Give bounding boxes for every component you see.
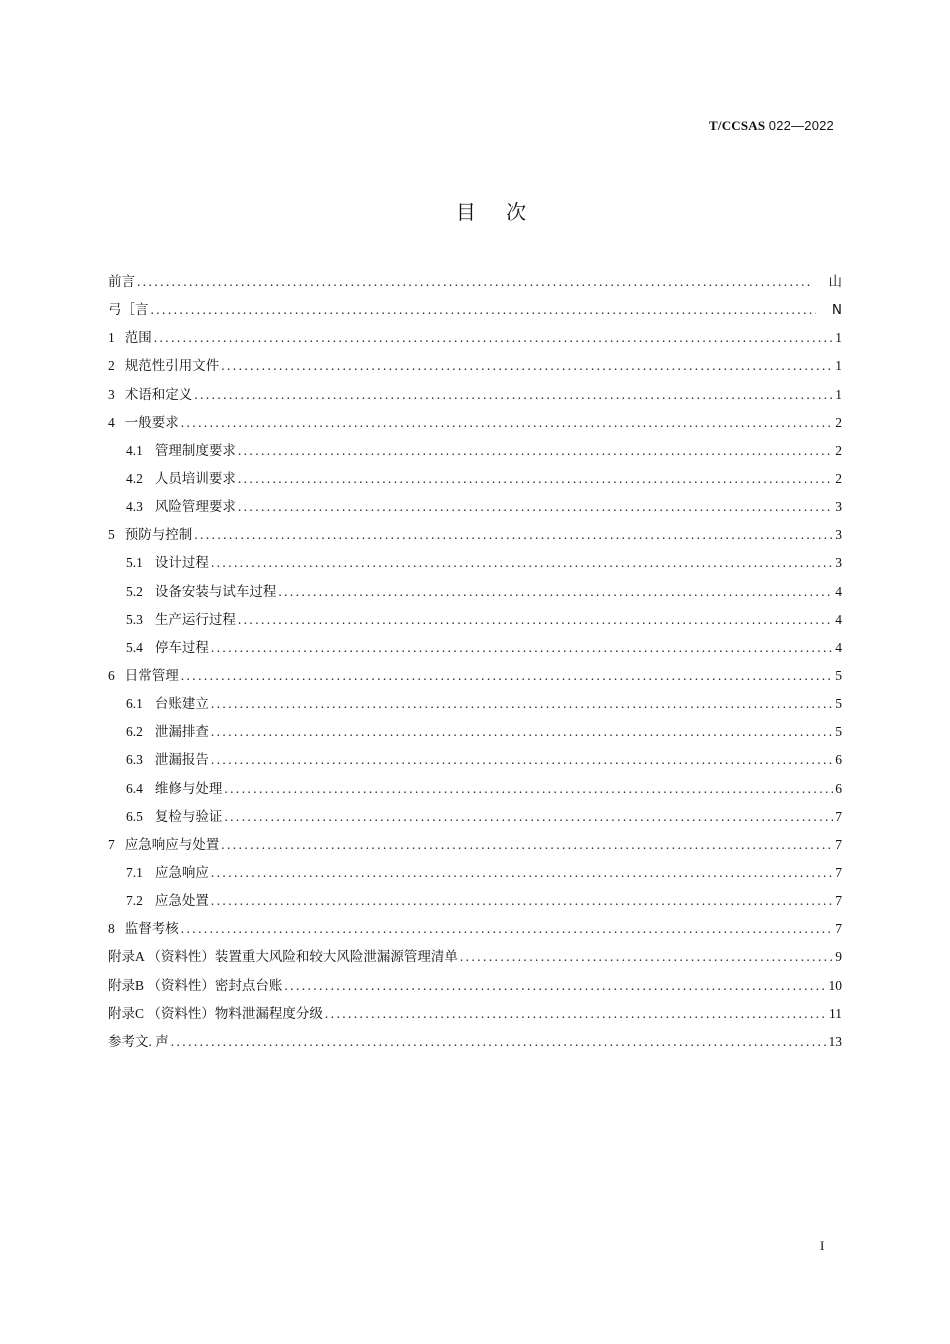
toc-leader-dots xyxy=(460,949,833,965)
toc-entry-number: 5.3 xyxy=(126,611,143,627)
toc-entry-number: 4.1 xyxy=(126,442,143,458)
toc-leader-dots xyxy=(181,668,834,684)
toc-entry-label: 附录C （资料性）物料泄漏程度分级 xyxy=(108,1005,323,1021)
toc-leader-dots xyxy=(211,696,833,712)
toc-entry[interactable] xyxy=(108,720,842,748)
toc-entry-page: 7 xyxy=(835,864,842,880)
toc-entry-page: 1 xyxy=(835,330,842,346)
toc-entry[interactable] xyxy=(108,495,842,523)
toc-entry[interactable] xyxy=(108,270,842,298)
toc-entry-label: 泄漏排查 xyxy=(154,724,209,740)
toc-leader-dots xyxy=(154,330,834,346)
toc-entry-number: 4.3 xyxy=(126,499,143,515)
toc-leader-dots xyxy=(151,302,816,318)
toc-entry-page: 5 xyxy=(835,696,842,712)
toc-leader-dots xyxy=(194,387,833,403)
toc-entry-label: 规范性引用文件 xyxy=(124,358,220,374)
toc-leader-dots xyxy=(194,527,833,543)
toc-entry-page: 4 xyxy=(835,583,842,599)
toc-entry[interactable] xyxy=(108,636,842,664)
toc-entry[interactable] xyxy=(108,551,842,579)
toc-entry-label: 范围 xyxy=(124,330,152,346)
toc-entry-page: 5 xyxy=(835,667,842,683)
toc-entry-label: 设计过程 xyxy=(154,555,209,571)
toc-entry-page: 1 xyxy=(835,358,842,374)
toc-leader-dots xyxy=(284,978,826,994)
toc-leader-dots xyxy=(238,612,833,628)
toc-entry-number: 5.4 xyxy=(126,639,143,655)
toc-entry-page: 7 xyxy=(835,808,842,824)
toc-leader-dots xyxy=(181,415,834,431)
toc-entry[interactable] xyxy=(108,1002,842,1030)
toc-leader-dots xyxy=(171,1034,827,1050)
toc-entry-page: 4 xyxy=(835,639,842,655)
toc-entry[interactable] xyxy=(108,692,842,720)
toc-entry-number: 5 xyxy=(108,527,115,543)
toc-entry-page: 9 xyxy=(835,949,842,965)
standard-number: 022—2022 xyxy=(768,118,834,133)
toc-entry-page: 13 xyxy=(828,1033,842,1049)
toc-entry-label: 生产运行过程 xyxy=(154,611,236,627)
toc-entry-label: 停车过程 xyxy=(154,639,209,655)
toc-entry-page: 2 xyxy=(835,470,842,486)
toc-entry-number: 6.3 xyxy=(126,752,143,768)
toc-entry-label: 维修与处理 xyxy=(154,780,223,796)
toc-leader-dots xyxy=(224,781,833,797)
toc-leader-dots xyxy=(211,752,833,768)
toc-entry[interactable] xyxy=(108,889,842,917)
toc-entry-page: 7 xyxy=(835,921,842,937)
toc-entry-page: 5 xyxy=(835,724,842,740)
toc-entry-label: 设备安装与试车过程 xyxy=(154,583,277,599)
toc-entry[interactable] xyxy=(108,777,842,805)
toc-entry[interactable] xyxy=(108,411,842,439)
toc-entry-page: 7 xyxy=(835,893,842,909)
toc-entry-label: 弓［言 xyxy=(108,302,149,318)
toc-entry-page: N xyxy=(831,302,842,319)
toc-entry[interactable] xyxy=(108,861,842,889)
toc-entry-label: 管理制度要求 xyxy=(154,442,236,458)
standard-code xyxy=(709,118,834,134)
toc-leader-dots xyxy=(137,274,813,290)
toc-entry[interactable] xyxy=(108,664,842,692)
toc-entry-page: 3 xyxy=(835,499,842,515)
toc-entry-number: 1 xyxy=(108,330,115,346)
toc-leader-dots xyxy=(221,837,833,853)
toc-entry-number: 2 xyxy=(108,358,115,374)
toc-entry-number: 4.2 xyxy=(126,470,143,486)
standard-prefix: T/CCSAS xyxy=(709,118,766,133)
toc-leader-dots xyxy=(211,893,833,909)
page-title: 目 次 xyxy=(455,200,539,224)
toc-entry-page: 6 xyxy=(835,752,842,768)
footer-page-number: I xyxy=(820,1238,825,1253)
toc-entry[interactable] xyxy=(108,945,842,973)
toc-entry-number: 6 xyxy=(108,667,115,683)
toc-entry-label: 应急处置 xyxy=(154,893,209,909)
toc-leader-dots xyxy=(221,358,833,374)
toc-entry[interactable] xyxy=(108,917,842,945)
toc-leader-dots xyxy=(224,809,833,825)
toc-entry-number: 6.5 xyxy=(126,808,143,824)
toc-entry-number: 7.2 xyxy=(126,893,143,909)
toc-entry-page: 3 xyxy=(835,555,842,571)
toc-leader-dots xyxy=(278,584,833,600)
toc-entry-page: 7 xyxy=(835,836,842,852)
toc-entry-label: 复检与验证 xyxy=(154,808,223,824)
toc-entry[interactable] xyxy=(108,748,842,776)
toc-entry-label: 一般要求 xyxy=(124,414,179,430)
toc-leader-dots xyxy=(325,1006,827,1022)
toc-entry-number: 7 xyxy=(108,836,115,852)
toc-entry-label: 前言 xyxy=(108,274,135,289)
toc-entry-number: 3 xyxy=(108,386,115,402)
toc-entry[interactable] xyxy=(108,439,842,467)
toc-entry-page: 山 xyxy=(828,274,842,290)
toc-entry-label: 应急响应 xyxy=(154,864,209,880)
toc-entry[interactable] xyxy=(108,580,842,608)
toc-leader-dots xyxy=(211,865,833,881)
toc-entry-label: 日常管理 xyxy=(124,667,179,683)
toc-leader-dots xyxy=(238,443,833,459)
toc-entry-page: 11 xyxy=(829,1005,842,1021)
toc-entry-number: 6.4 xyxy=(126,780,143,796)
toc-entry-label: 附录A （资料性）装置重大风险和较大风险泄漏源管理清单 xyxy=(108,949,458,965)
toc-entry-page: 3 xyxy=(835,527,842,543)
toc-leader-dots xyxy=(181,921,834,937)
table-of-contents xyxy=(108,270,842,1058)
toc-entry[interactable] xyxy=(108,298,842,326)
toc-entry-page: 4 xyxy=(835,611,842,627)
toc-entry[interactable] xyxy=(108,833,842,861)
toc-entry-page: 1 xyxy=(835,386,842,402)
toc-entry[interactable] xyxy=(108,1030,842,1058)
toc-entry[interactable] xyxy=(108,974,842,1002)
toc-leader-dots xyxy=(238,471,833,487)
toc-entry-number: 7.1 xyxy=(126,864,143,880)
toc-entry-page: 10 xyxy=(828,977,842,993)
toc-entry-label: 附录B （资料性）密封点台账 xyxy=(108,977,283,993)
toc-entry-number: 5.1 xyxy=(126,555,143,571)
toc-entry[interactable] xyxy=(108,326,842,354)
toc-entry-label: 泄漏报告 xyxy=(154,752,209,768)
toc-entry-number: 6.2 xyxy=(126,724,143,740)
toc-entry[interactable] xyxy=(108,805,842,833)
toc-entry-label: 参考文. 声 xyxy=(108,1033,169,1049)
toc-leader-dots xyxy=(238,499,833,515)
toc-entry-label: 预防与控制 xyxy=(124,527,193,543)
toc-entry-label: 台账建立 xyxy=(154,696,209,712)
toc-entry-page: 6 xyxy=(835,780,842,796)
toc-entry[interactable] xyxy=(108,467,842,495)
toc-entry-number: 5.2 xyxy=(126,583,143,599)
toc-leader-dots xyxy=(211,724,833,740)
toc-leader-dots xyxy=(211,640,833,656)
toc-entry-label: 术语和定义 xyxy=(124,386,193,402)
toc-entry-label: 监督考核 xyxy=(124,921,179,937)
toc-entry-label: 应急响应与处置 xyxy=(124,836,220,852)
toc-leader-dots xyxy=(211,555,833,571)
toc-entry-label: 风险管理要求 xyxy=(154,499,236,515)
toc-entry[interactable] xyxy=(108,608,842,636)
toc-entry-label: 人员培训要求 xyxy=(154,470,236,486)
toc-entry[interactable] xyxy=(108,354,842,382)
toc-entry-number: 4 xyxy=(108,414,115,430)
toc-entry-page: 2 xyxy=(835,442,842,458)
toc-entry-page: 2 xyxy=(835,414,842,430)
toc-entry[interactable] xyxy=(108,383,842,411)
toc-entry-number: 6.1 xyxy=(126,696,143,712)
toc-entry[interactable] xyxy=(108,523,842,551)
toc-entry-number: 8 xyxy=(108,921,115,937)
